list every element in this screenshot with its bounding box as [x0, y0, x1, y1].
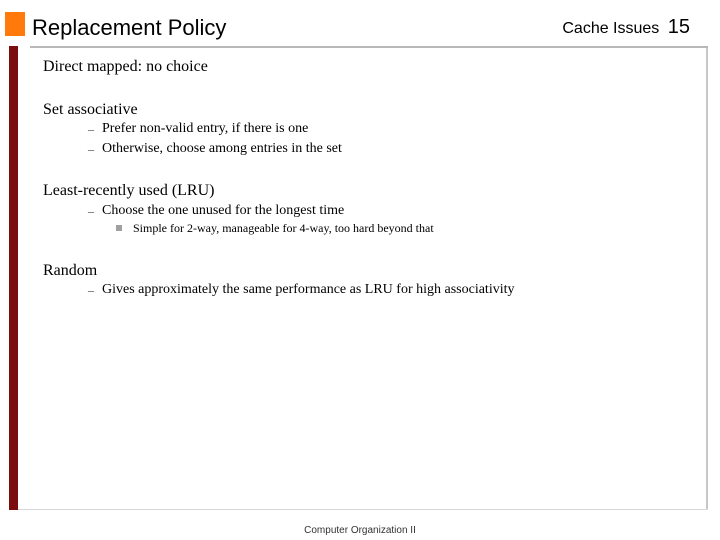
dash-marker: – — [88, 204, 94, 218]
dash-marker: – — [88, 122, 94, 136]
bullet-random: Random — [43, 262, 98, 279]
page-number: 15 — [667, 16, 690, 38]
bullet-set-associative: Set associative — [43, 101, 138, 118]
subbullet-choose-unused: Choose the one unused for the longest time — [102, 203, 345, 218]
bullet-lru: Least-recently used (LRU) — [43, 182, 215, 199]
subbullet-otherwise-choose: Otherwise, choose among entries in the set — [102, 141, 342, 156]
subbullet-random-performance: Gives approximately the same performance as LRU for high associativity — [102, 282, 515, 297]
slide-header-right — [562, 16, 690, 39]
square-bullet-icon — [116, 225, 122, 231]
slide-footer: Computer Organization II — [304, 525, 416, 536]
accent-square — [5, 12, 25, 36]
slide-topic: Cache Issues — [562, 20, 660, 37]
dash-marker: – — [88, 283, 94, 297]
slide-title: Replacement Policy — [32, 15, 227, 40]
left-accent-bar — [9, 46, 18, 510]
content-bottom-shadow — [18, 509, 708, 510]
bullet-direct-mapped: Direct mapped: no choice — [43, 58, 208, 75]
subsubbullet-lru-complexity: Simple for 2-way, manageable for 4-way, too hard beyond that — [133, 221, 434, 235]
subbullet-prefer-non-valid: Prefer non-valid entry, if there is one — [102, 121, 309, 136]
dash-marker: – — [88, 142, 94, 156]
content-right-shadow — [706, 48, 708, 510]
